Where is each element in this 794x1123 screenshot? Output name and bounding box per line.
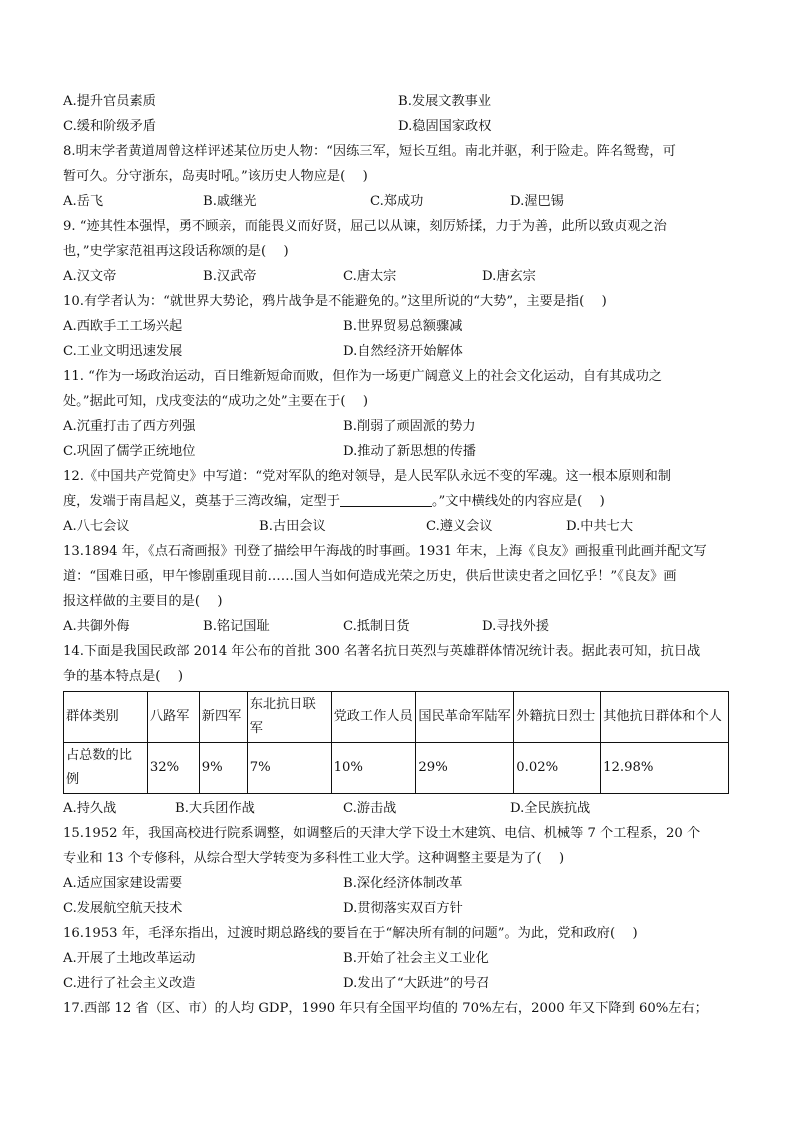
q13-option-b: B.铭记国耻 [203,619,270,634]
q10-option-b: B.世界贸易总额骤减 [343,319,463,334]
q11-stem-line-1: 11. “作为一场政治运动，百日维新短命而败，但作为一场更广阔意义上的社会文化运动，自有其成功之 [63,369,662,384]
q8-option-c: C.郑成功 [370,194,424,209]
q13-options [63,614,731,639]
table-cell: 12.98% [601,743,729,794]
q14-stem-line-2: 争的基本特点是( ) [63,669,183,684]
q10-options-row-2 [63,339,731,364]
q14-options [63,796,731,821]
q10-stem-line-1: 10.有学者认为：“就世界大势论，鸦片战争是不能避免的。”这里所说的“大势”，主要是指( ) [63,294,607,309]
q9-option-b: B.汉武帝 [203,269,257,284]
q15-option-c: C.发展航空航天技术 [63,901,183,916]
q13-stem-line-2: 道：“国难日亟，甲午惨剧重现目前……国人当如何造成光荣之历史，供后世读史者之回忆乎！”《良友》画 [63,569,677,584]
q13-option-a: A.共御外侮 [63,619,130,634]
q11-option-a: A.沉重打击了西方列强 [63,419,196,434]
q10-option-a: A.西欧手工工场兴起 [63,319,183,334]
table-cell: 占总数的比例 [64,743,148,794]
answer-blank [340,492,432,507]
q7-option-c: C.缓和阶级矛盾 [63,119,156,134]
q11-options-row-2 [63,439,731,464]
table-header-cell: 国民革命军陆军 [416,692,514,743]
q14-option-c: C.游击战 [343,801,397,816]
q12-option-a: A.八七会议 [63,519,130,534]
q15-option-a: A.适应国家建设需要 [63,876,183,891]
q13-stem-line-3: 报这样做的主要目的是( ) [63,594,223,609]
table-header-cell: 八路军 [147,692,199,743]
q12-option-c: C.遵义会议 [426,519,493,534]
q14-option-a: A.持久战 [63,801,117,816]
q8-stem-line-2: 暂可久。分守浙东，岛夷时吼。”该历史人物应是( ) [63,169,368,184]
q14-option-b: B.大兵团作战 [175,801,255,816]
q11-option-c: C.巩固了儒学正统地位 [63,444,196,459]
q13-option-c: C.抵制日货 [343,619,410,634]
q16-option-a: A.开展了土地改革运动 [63,951,196,966]
q15-options-row-2 [63,896,731,921]
q15-stem-line-1: 15.1952 年，我国高校进行院系调整，如调整后的天津大学下设土木建筑、电信、机械等 7 个工程系，20 个 [63,826,701,841]
q11-stem-line-2: 处。”据此可知，戊戌变法的“成功之处”主要在于( ) [63,394,369,409]
q16-options-row-1 [63,946,731,971]
q12-option-d: D.中共七大 [566,519,634,534]
table-header-cell: 群体类别 [64,692,148,743]
q15-option-d: D.贯彻落实双百方针 [343,901,463,916]
q12-option-b: B.古田会议 [259,519,326,534]
q13-stem-line-1: 13.1894 年，《点石斋画报》刊登了描绘甲午海战的时事画。1931 年末，上海《良友》画报重刊此画并配文写 [63,544,707,559]
table-header-cell: 东北抗日联军 [247,692,331,743]
q8-option-a: A.岳飞 [63,194,104,209]
q12-stem-part-b: 。”文中横线处的内容应是( ) [431,494,605,509]
q7-options-row-1 [63,89,731,114]
q16-options-row-2 [63,971,731,996]
q16-option-c: C.进行了社会主义改造 [63,976,196,991]
q9-options [63,264,731,289]
q9-stem-line-2: 也，”史学家范祖再这段话称颂的是( ) [63,244,289,259]
q9-option-d: D.唐玄宗 [482,269,536,284]
q7-option-a: A.提升官员素质 [63,94,156,109]
table-cell: 10% [331,743,416,794]
q14-option-d: D.全民族抗战 [510,801,591,816]
q10-option-c: C.工业文明迅速发展 [63,344,183,359]
q8-option-b: B.戚继光 [203,194,257,209]
q16-option-d: D.发出了“大跃进”的号召 [343,976,490,991]
q8-options [63,189,731,214]
table-cell: 9% [199,743,247,794]
q13-option-d: D.寻找外援 [482,619,550,634]
table-header-row [64,692,729,743]
table-header-cell: 党政工作人员 [331,692,416,743]
q7-options-row-2 [63,114,731,139]
q17-stem-line-1: 17.西部 12 省（区、市）的人均 GDP，1990 年只有全国平均值的 70%左右，2000 年又下降到 60%左右； [63,1001,708,1016]
q12-stem-line-2 [63,489,731,514]
q11-options-row-1 [63,414,731,439]
table-cell: 32% [147,743,199,794]
table-header-cell: 其他抗日群体和个人 [601,692,729,743]
table-cell: 29% [416,743,514,794]
q10-options-row-1 [63,314,731,339]
q10-option-d: D.自然经济开始解体 [343,344,463,359]
q8-stem-line-1: 8.明末学者黄道周曾这样评述某位历史人物：“因练三军，短长互组。南北并驱，利于险走。阵名鸳鸯，可 [63,144,676,159]
q11-option-b: B.削弱了顽固派的势力 [343,419,476,434]
q8-option-d: D.渥巴锡 [510,194,564,209]
q7-option-b: B.发展文教事业 [398,94,492,109]
q16-stem-line-1: 16.1953 年，毛泽东指出，过渡时期总路线的要旨在于“解决所有制的问题”。为此，党和政府( ) [63,926,638,941]
q15-option-b: B.深化经济体制改革 [343,876,463,891]
table-header-cell: 外籍抗日烈士 [514,692,601,743]
statistics-table [63,691,729,794]
q12-stem-line-1: 12.《中国共产党简史》中写道：“党对军队的绝对领导，是人民军队永远不变的军魂。这一根本原则和制 [63,469,671,484]
q11-option-d: D.推动了新思想的传播 [343,444,476,459]
q7-option-d: D.稳固国家政权 [398,119,492,134]
q14-stem-line-1: 14.下面是我国民政部 2014 年公布的首批 300 名著名抗日英烈与英雄群体情况统计表。据此表可知，抗日战 [63,644,701,659]
q15-options-row-1 [63,871,731,896]
q16-option-b: B.开始了社会主义工业化 [343,951,489,966]
table-header-cell: 新四军 [199,692,247,743]
table-cell: 7% [247,743,331,794]
exam-page [63,89,731,1021]
q9-option-a: A.汉文帝 [63,269,117,284]
q12-stem-part-a: 度，发端于南昌起义，奠基于三湾改编，定型于 [63,494,340,509]
q15-stem-line-2: 专业和 13 个专修科，从综合型大学转变为多科性工业大学。这种调整主要是为了( ) [63,851,565,866]
q9-option-c: C.唐太宗 [343,269,397,284]
q9-stem-line-1: 9. “迹其性本强悍，勇不顾亲，而能畏义而好贤，屈己以从谏，刻厉矫揉，力于为善，此所以致贞观之治 [63,219,667,234]
table-row [64,743,729,794]
table-cell: 0.02% [514,743,601,794]
q12-options [63,514,731,539]
